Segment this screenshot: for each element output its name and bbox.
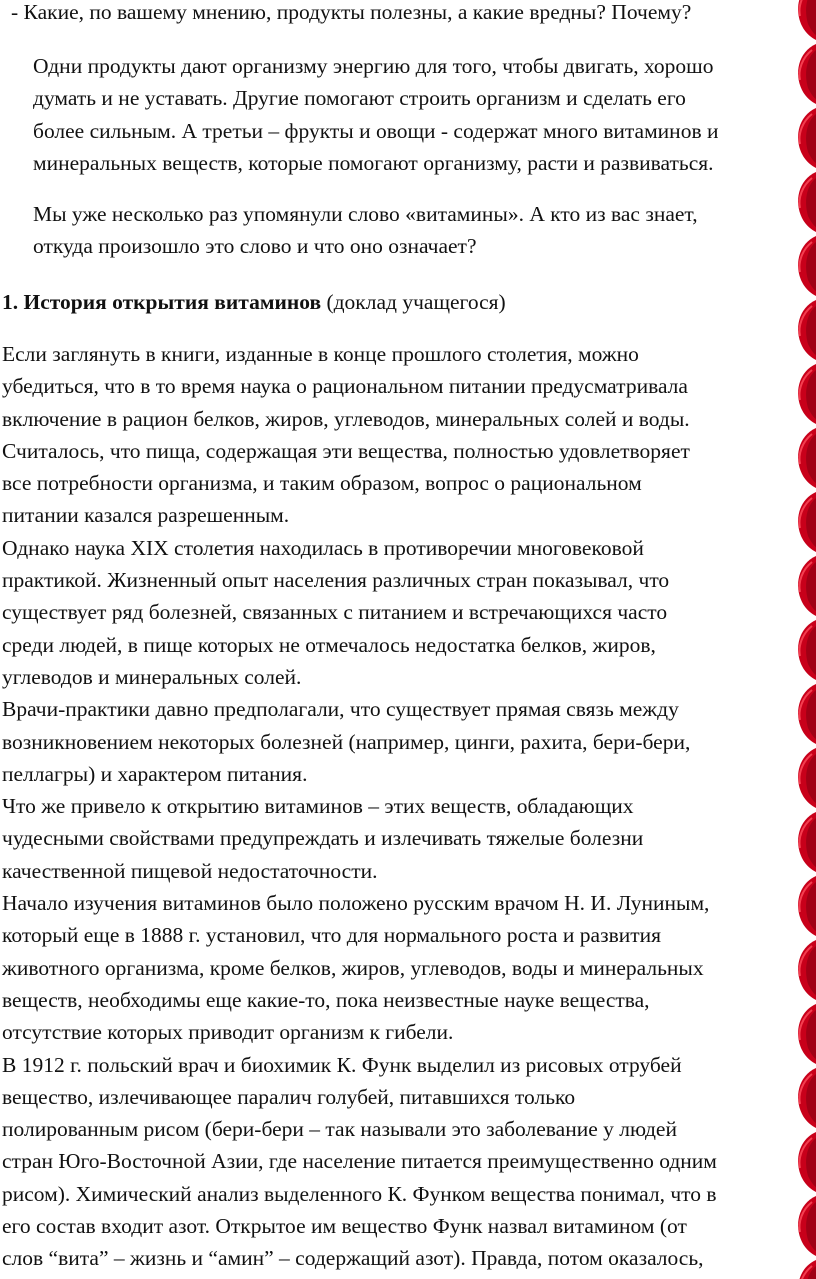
leaf-shape [798, 0, 816, 40]
text-line: слов “вита” – жизнь и “амин” – содержащий азот). Правда, потом оказалось, [2, 1246, 704, 1271]
vitamins-question-paragraph [33, 198, 698, 263]
leaf-shape [798, 44, 816, 104]
leaf-shape [798, 1132, 816, 1192]
text-line: минеральных веществ, которые помогают организму, расти и развиваться. [33, 150, 714, 175]
text-line: полированным рисом (бери-бери – так называли это заболевание у людей [2, 1117, 677, 1142]
heading-note: (доклад учащегося) [326, 290, 506, 314]
report-body [2, 338, 717, 1275]
leaf-shape [798, 1196, 816, 1256]
text-line: Одни продукты дают организму энергию для того, чтобы двигать, хорошо [33, 54, 714, 78]
text-line: Считалось, что пища, содержащая эти вещества, полностью удовлетворяет [2, 438, 690, 463]
text-line: все потребности организма, и таким образом, вопрос о рациональном [2, 471, 642, 496]
text-line: животного организма, кроме белков, жиров, углеводов, воды и минеральных [2, 955, 704, 980]
text-line: качественной пищевой недостаточности. [2, 858, 378, 883]
text-line: включение в рацион белков, жиров, углеводов, минеральных солей и воды. [2, 406, 690, 431]
leaf-shape [798, 812, 816, 872]
leaf-shape [798, 1068, 816, 1128]
leaf-shape [798, 620, 816, 680]
text-line: Однако наука XIX столетия находилась в противоречии многовековой [2, 535, 644, 560]
red-leaf-border-icon [792, 0, 816, 1279]
leaf-shape [798, 300, 816, 360]
leaf-shape [798, 1260, 816, 1279]
text-line: откуда произошло это слово и что оно означает? [33, 234, 477, 259]
leaf-shape [798, 172, 816, 232]
text-line: Начало изучения витаминов было положено русским врачом Н. И. Луниным, [2, 891, 710, 916]
text-line: убедиться, что в то время наука о рациональном питании предусматривала [2, 374, 688, 399]
leaf-shape [798, 684, 816, 744]
leaf-shape [798, 1004, 816, 1064]
text-line: Что же привело к открытию витаминов – этих веществ, обладающих [2, 794, 634, 819]
text-line: Врачи-практики давно предполагали, что существует прямая связь между [2, 697, 679, 722]
text-line: вещество, излечивающее паралич голубей, питавшихся только [2, 1084, 576, 1109]
text-line: Если заглянуть в книги, изданные в конце прошлого столетия, можно [2, 342, 639, 366]
text-line: - Какие, по вашему мнению, продукты полезны, а какие вредны? Почему? [11, 0, 692, 24]
text-line: В 1912 г. польский врач и биохимик К. Функ выделил из рисовых отрубей [2, 1052, 682, 1077]
leaf-shape [798, 236, 816, 296]
leaf-shape [798, 940, 816, 1000]
text-line: отсутствие которых приводит организм к гибели. [2, 1020, 454, 1045]
text-line: существует ряд болезней, связанных с питанием и встречающихся часто [2, 600, 668, 625]
section-heading [2, 286, 506, 318]
text-line: возникновением некоторых болезней (например, цинги, рахита, бери-бери, [2, 729, 691, 754]
leaf-shape [798, 748, 816, 808]
text-line: стран Юго-Восточной Азии, где население питается преимущественно одним [2, 1149, 717, 1174]
text-line: более сильным. А третьи – фрукты и овощи - содержат много витаминов и [33, 118, 719, 143]
text-line: чудесными свойствами предупреждать и излечивать тяжелые болезни [2, 826, 644, 851]
text-line: практикой. Жизненный опыт населения различных стран показывал, что [2, 568, 670, 593]
text-line: пеллагры) и характером питания. [2, 761, 308, 786]
leaf-shape [798, 364, 816, 424]
text-line: рисом). Химический анализ выделенного К. Функом вещества понимал, что в [2, 1181, 717, 1206]
leaf-shape [798, 876, 816, 936]
leaf-shape [798, 108, 816, 168]
text-line: среди людей, в пище которых не отмечалось недостатка белков, жиров, [2, 632, 656, 657]
text-line: питании казался разрешенным. [2, 503, 290, 528]
leaf-shape [798, 492, 816, 552]
heading-title: История открытия витаминов [23, 290, 322, 314]
text-line: который еще в 1888 г. установил, что для нормального роста и развития [2, 923, 662, 948]
text-line: думать и не уставать. Другие помогают строить организм и сделать его [33, 86, 686, 111]
text-line: Мы уже несколько раз упомянули слово «витамины». А кто из вас знает, [33, 202, 698, 226]
answer-paragraph [33, 50, 718, 179]
text-line: углеводов и минеральных солей. [2, 664, 302, 689]
heading-number: 1. [2, 290, 19, 314]
text-line: его состав входит азот. Открытое им вещество Функ назвал витамином (от [2, 1214, 687, 1239]
text-line: веществ, необходимы еще какие-то, пока неизвестные науке вещества, [2, 987, 650, 1012]
leaf-shape [798, 428, 816, 488]
leaf-shape [798, 556, 816, 616]
question-paragraph [11, 0, 691, 28]
